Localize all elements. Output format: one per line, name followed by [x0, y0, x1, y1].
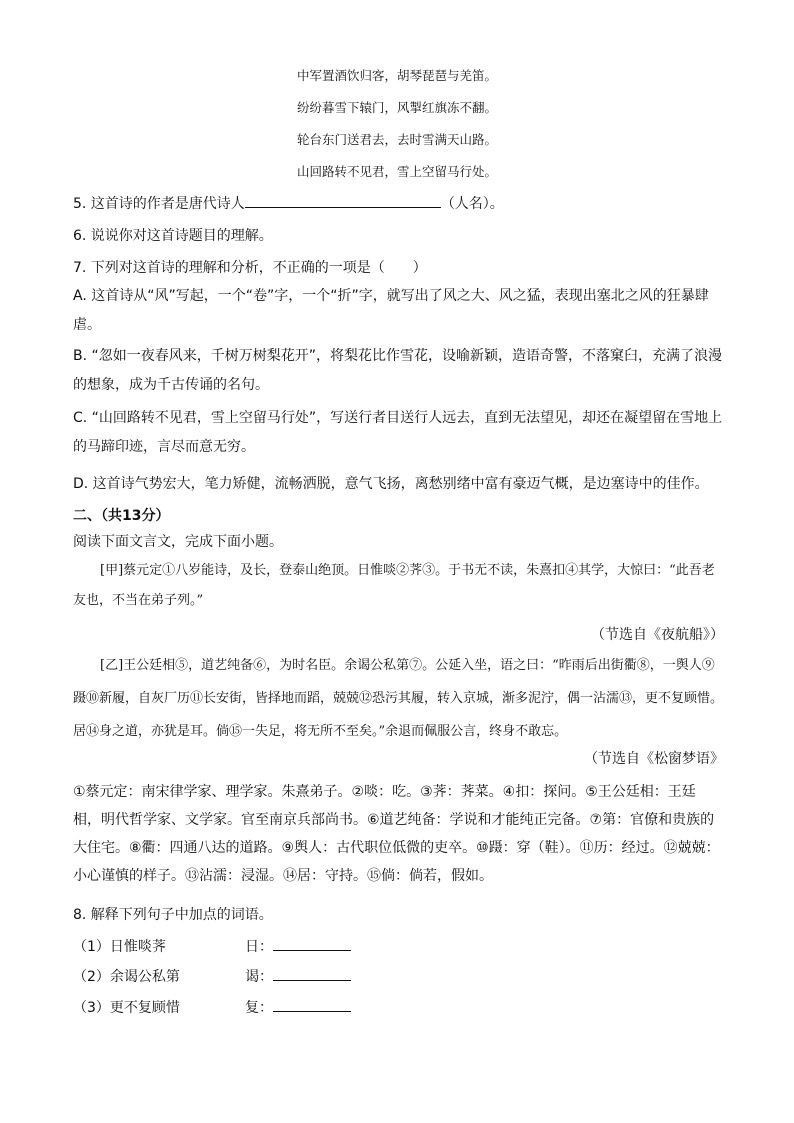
q8-item-3-sentence: （3）更不复顾惜: [73, 1000, 180, 1016]
option-b: B. “忽如一夜春风来，千树万树梨花开”，将梨花比作雪花，设喻新颖，造语奇警，不落窠臼，充满了浪漫的想象，成为千古传诵的名句。: [73, 348, 723, 393]
option-d: D. 这首诗气势宏大，笔力矫健，流畅洒脱，意气飞扬，离愁别绪中富有豪迈气概，是边塞诗中的佳作。: [73, 476, 709, 492]
poem-line-2: 纷纷暮雪下辕门，风掣红旗冻不翻。: [296, 100, 497, 115]
answer-blank[interactable]: [273, 936, 351, 951]
question-6: 6. 说说你对这首诗题目的理解。: [73, 228, 273, 244]
q8-item-3-answer: [245, 997, 351, 1017]
poem-line-4: 山回路转不见君，雪上空留马行处。: [296, 164, 497, 179]
passage-a: [甲]蔡元定①八岁能诗，及长，登泰山绝顶。日惟啖②荠③。于书无不读，朱熹扣④其学，大惊曰：“此吾老友也，不当在弟子列。”: [73, 563, 715, 608]
poem-line-1: 中军置酒饮归客，胡琴琵琶与羌笛。: [296, 68, 497, 83]
source-a: （节选自《夜航船》）: [591, 627, 724, 643]
question-5-suffix: （人名）。: [440, 196, 504, 212]
q8-item-2-word: 谒：: [245, 969, 273, 985]
poem-line-3: 轮台东门送君去，去时雪满天山路。: [296, 132, 497, 147]
section-instruction: 阅读下面文言文，完成下面小题。: [73, 534, 283, 550]
question-5-text: 5. 这首诗的作者是唐代诗人: [73, 196, 245, 212]
question-7-stem: 7. 下列对这首诗的理解和分析，不正确的一项是（ ）: [73, 260, 427, 276]
question-5: [73, 193, 504, 213]
q8-item-1-word: 日：: [245, 939, 273, 955]
q8-item-1-answer: [245, 936, 351, 956]
footnotes: ①蔡元定：南宋律学家、理学家。朱熹弟子。②啖：吃。③荠：荠菜。④扣：探问。⑤王公廷相：王廷相，明代哲学家、文学家。官至南京兵部尚书。⑥道艺纯备：学说和才能纯正完备。⑦第：官僚和贵族的大住宅。⑧衢：四通八达的道路。⑨舆人：古代职位低微的吏卒。⑩蹑：穿（鞋）。⑪历：经过。⑫兢兢：小心谨慎的样子。⑬沾濡：浸湿。⑭居：守持。⑮倘：倘若，假如。: [73, 784, 720, 884]
answer-blank[interactable]: [245, 193, 441, 208]
question-8-stem: 8. 解释下列句子中加点的词语。: [73, 907, 273, 923]
section-heading: 二、（共13分）: [73, 508, 170, 524]
source-b: （节选自《松窗梦语》: [584, 751, 724, 767]
answer-blank[interactable]: [273, 966, 351, 981]
q8-item-2-sentence: （2）余谒公私第: [73, 969, 180, 985]
q8-item-3-word: 复：: [245, 1000, 273, 1016]
passage-b: [乙]王公廷相⑤，道艺纯备⑥，为时名臣。余谒公私第⑦。公延入坐，语之曰：“昨雨后出街衢⑧，一舆人⑨蹑⑩新履，自灰厂历⑪长安街，皆择地而蹈，兢兢⑫恐污其履，转入京城，渐多泥泞，偶一沾濡⑬，更不复顾惜。居⑭身之道，亦犹是耳。倘⑮一失足，将无所不至矣。”余退而佩服公言，终身不敢忘。: [73, 658, 724, 739]
q8-item-1-sentence: （1）日惟啖荠: [73, 939, 166, 955]
option-a: A. 这首诗从“风”写起，一个“卷”字，一个“折”字，就写出了风之大、风之猛，表现出塞北之风的狂暴肆虐。: [73, 288, 709, 333]
answer-blank[interactable]: [273, 997, 351, 1012]
q8-item-2-answer: [245, 966, 351, 986]
option-c: C. “山回路转不见君，雪上空留马行处”，写送行者目送行人远去，直到无法望见，却还在凝望留在雪地上的马蹄印迹，言尽而意无穷。: [73, 410, 723, 455]
